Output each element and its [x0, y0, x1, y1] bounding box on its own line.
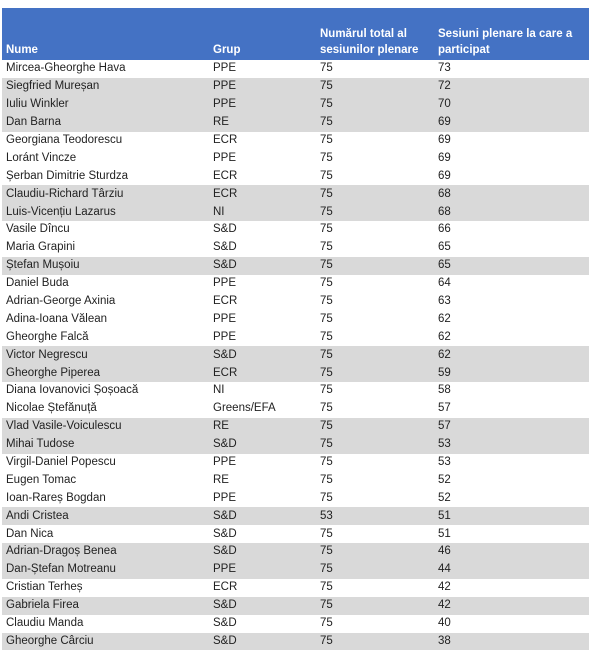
cell-attended[interactable]: 73 — [438, 62, 451, 75]
table-row[interactable] — [2, 364, 589, 382]
cell-name[interactable]: Nicolae Ștefănuță — [6, 402, 97, 415]
cell-name[interactable]: Vlad Vasile-Voiculescu — [6, 420, 122, 433]
cell-attended[interactable]: 51 — [438, 509, 451, 522]
cell-group[interactable]: PPE — [213, 277, 237, 290]
cell-attended[interactable]: 44 — [438, 563, 451, 576]
table-row[interactable] — [2, 418, 589, 436]
cell-group[interactable]: PPE — [213, 491, 237, 504]
cell-name[interactable]: Cristian Terheș — [6, 581, 83, 594]
cell-attended[interactable]: 65 — [438, 241, 451, 254]
cell-name[interactable]: Georgiana Teodorescu — [6, 134, 123, 146]
cell-group[interactable]: S&D — [213, 527, 237, 540]
cell-total[interactable]: 75 — [320, 134, 333, 146]
cell-total[interactable]: 75 — [320, 438, 333, 451]
cell-name[interactable]: Eugen Tomac — [6, 473, 77, 486]
table-row[interactable] — [2, 293, 589, 311]
cell-attended[interactable]: 42 — [438, 581, 451, 594]
cell-attended[interactable]: 68 — [438, 205, 451, 218]
cell-total[interactable]: 75 — [320, 277, 333, 290]
table-row[interactable] — [2, 310, 589, 328]
cell-group[interactable]: ECR — [213, 169, 238, 182]
cell-name[interactable]: Loránt Vincze — [6, 151, 77, 164]
cell-total[interactable]: 75 — [320, 295, 333, 308]
cell-name[interactable]: Dan Barna — [6, 116, 61, 129]
cell-attended[interactable]: 63 — [438, 295, 451, 308]
table-row[interactable] — [2, 60, 589, 78]
cell-group[interactable]: ECR — [213, 581, 238, 594]
cell-total[interactable]: 75 — [320, 169, 333, 182]
cell-name[interactable]: Ioan-Rareș Bogdan — [6, 491, 106, 504]
cell-attended[interactable]: 69 — [438, 151, 451, 164]
table-row[interactable] — [2, 257, 589, 275]
table-row[interactable] — [2, 96, 589, 114]
cell-attended[interactable]: 66 — [438, 223, 451, 236]
cell-group[interactable]: S&D — [213, 241, 237, 254]
cell-name[interactable]: Adrian-Dragoș Benea — [6, 545, 117, 558]
cell-total[interactable]: 75 — [320, 62, 333, 75]
cell-attended[interactable]: 64 — [438, 277, 451, 290]
cell-group[interactable]: ECR — [213, 366, 238, 379]
attendance-spreadsheet — [2, 8, 589, 650]
cell-total[interactable]: 75 — [320, 312, 333, 325]
table-row[interactable] — [2, 382, 589, 400]
cell-attended[interactable]: 72 — [438, 80, 451, 93]
table-row[interactable] — [2, 114, 589, 132]
cell-total[interactable]: 75 — [320, 223, 333, 236]
cell-total[interactable]: 75 — [320, 491, 333, 504]
cell-group[interactable]: S&D — [213, 617, 237, 630]
cell-total[interactable]: 75 — [320, 420, 333, 433]
cell-name[interactable]: Daniel Buda — [6, 277, 69, 290]
cell-name[interactable]: Gheorghe Falcă — [6, 330, 89, 343]
cell-attended[interactable]: 69 — [438, 134, 451, 146]
table-row[interactable] — [2, 185, 589, 203]
cell-total[interactable]: 75 — [320, 599, 333, 612]
cell-name[interactable]: Diana Iovanovici Șoșoacă — [6, 384, 139, 397]
header-total-sessions[interactable]: Numărul total al sesiunilor plenare — [320, 28, 419, 56]
cell-attended[interactable]: 62 — [438, 348, 451, 361]
table-row[interactable] — [2, 436, 589, 454]
cell-attended[interactable]: 68 — [438, 187, 451, 200]
cell-attended[interactable]: 62 — [438, 312, 451, 325]
cell-group[interactable]: NI — [213, 205, 225, 218]
table-row[interactable] — [2, 454, 589, 472]
cell-group[interactable]: S&D — [213, 348, 237, 361]
header-row — [2, 8, 589, 60]
table-row[interactable] — [2, 633, 589, 651]
cell-attended[interactable]: 58 — [438, 384, 451, 397]
cell-attended[interactable]: 57 — [438, 402, 451, 415]
table-row[interactable] — [2, 543, 589, 561]
cell-attended[interactable]: 46 — [438, 545, 451, 558]
cell-attended[interactable]: 57 — [438, 420, 451, 433]
cell-attended[interactable]: 65 — [438, 259, 451, 272]
cell-total[interactable]: 53 — [320, 509, 333, 522]
table-row[interactable] — [2, 167, 589, 185]
cell-name[interactable]: Șerban Dimitrie Sturdza — [6, 169, 129, 182]
table-row[interactable] — [2, 132, 589, 150]
table-row[interactable] — [2, 78, 589, 96]
cell-group[interactable]: PPE — [213, 312, 237, 325]
cell-group[interactable]: NI — [213, 384, 225, 397]
cell-total[interactable]: 75 — [320, 402, 333, 415]
cell-group[interactable]: ECR — [213, 295, 238, 308]
cell-group[interactable]: S&D — [213, 545, 237, 558]
cell-group[interactable]: S&D — [213, 223, 237, 236]
cell-name[interactable]: Maria Grapini — [6, 241, 76, 254]
cell-group[interactable]: S&D — [213, 259, 237, 272]
cell-name[interactable]: Dan Nica — [6, 527, 54, 540]
cell-total[interactable]: 75 — [320, 617, 333, 630]
cell-attended[interactable]: 69 — [438, 169, 451, 182]
cell-attended[interactable]: 62 — [438, 330, 451, 343]
cell-group[interactable]: S&D — [213, 634, 237, 647]
cell-total[interactable]: 75 — [320, 473, 333, 486]
attendance-table — [2, 8, 589, 650]
cell-attended[interactable]: 42 — [438, 599, 451, 612]
cell-group[interactable]: PPE — [213, 563, 237, 576]
cell-attended[interactable]: 40 — [438, 617, 451, 630]
table-row[interactable] — [2, 579, 589, 597]
cell-total[interactable]: 75 — [320, 80, 333, 93]
cell-name[interactable]: Gabriela Firea — [6, 599, 79, 612]
cell-name[interactable]: Siegfried Mureșan — [6, 80, 100, 93]
cell-total[interactable]: 75 — [320, 545, 333, 558]
table-row[interactable] — [2, 507, 589, 525]
cell-total[interactable]: 75 — [320, 116, 333, 129]
cell-group[interactable]: S&D — [213, 438, 237, 451]
cell-name[interactable]: Claudiu Manda — [6, 617, 84, 630]
table-row[interactable] — [2, 597, 589, 615]
cell-group[interactable]: PPE — [213, 456, 237, 469]
table-row[interactable] — [2, 239, 589, 257]
cell-total[interactable]: 75 — [320, 348, 333, 361]
cell-name[interactable]: Iuliu Winkler — [6, 98, 69, 111]
table-row[interactable] — [2, 275, 589, 293]
cell-total[interactable]: 75 — [320, 205, 333, 218]
cell-total[interactable]: 75 — [320, 241, 333, 254]
header-attended-sessions[interactable]: Sesiuni plenare la care a participat — [438, 28, 573, 56]
cell-group[interactable]: ECR — [213, 187, 238, 200]
cell-total[interactable]: 75 — [320, 563, 333, 576]
cell-total[interactable]: 75 — [320, 456, 333, 469]
cell-attended[interactable]: 53 — [438, 438, 451, 451]
cell-name[interactable]: Adrian-George Axinia — [6, 295, 116, 308]
table-row[interactable] — [2, 328, 589, 346]
cell-attended[interactable]: 70 — [438, 98, 451, 111]
cell-group[interactable]: PPE — [213, 80, 237, 93]
cell-attended[interactable]: 52 — [438, 491, 451, 504]
cell-attended[interactable]: 53 — [438, 456, 451, 469]
table-row[interactable] — [2, 346, 589, 364]
cell-name[interactable]: Luis-Vicențiu Lazarus — [6, 205, 116, 218]
cell-name[interactable]: Adina-Ioana Vălean — [6, 312, 108, 325]
cell-total[interactable]: 75 — [320, 581, 333, 594]
cell-group[interactable]: Greens/EFA — [213, 402, 276, 415]
cell-total[interactable]: 75 — [320, 187, 333, 200]
cell-attended[interactable]: 69 — [438, 116, 451, 129]
header-name[interactable]: Nume — [6, 44, 38, 56]
table-row[interactable] — [2, 400, 589, 418]
cell-name[interactable]: Andi Cristea — [6, 509, 69, 522]
cell-attended[interactable]: 59 — [438, 366, 451, 379]
table-row[interactable] — [2, 561, 589, 579]
table-body — [2, 60, 589, 650]
cell-total[interactable]: 75 — [320, 634, 333, 647]
cell-name[interactable]: Claudiu-Richard Târziu — [6, 187, 124, 200]
cell-attended[interactable]: 38 — [438, 634, 451, 647]
cell-attended[interactable]: 52 — [438, 473, 451, 486]
cell-name[interactable]: Mircea-Gheorghe Hava — [6, 62, 126, 75]
cell-group[interactable]: PPE — [213, 62, 237, 75]
cell-group[interactable]: PPE — [213, 98, 237, 111]
cell-name[interactable]: Virgil-Daniel Popescu — [6, 456, 116, 469]
cell-name[interactable]: Mihai Tudose — [6, 438, 75, 451]
table-row[interactable] — [2, 525, 589, 543]
cell-total[interactable]: 75 — [320, 259, 333, 272]
table-row[interactable] — [2, 489, 589, 507]
cell-group[interactable]: S&D — [213, 509, 237, 522]
cell-name[interactable]: Gheorghe Cârciu — [6, 634, 94, 647]
cell-group[interactable]: PPE — [213, 330, 237, 343]
cell-group[interactable]: ECR — [213, 134, 238, 146]
cell-total[interactable]: 75 — [320, 98, 333, 111]
cell-name[interactable]: Victor Negrescu — [6, 348, 88, 361]
cell-total[interactable]: 75 — [320, 384, 333, 397]
cell-name[interactable]: Gheorghe Piperea — [6, 366, 100, 379]
table-row[interactable] — [2, 203, 589, 221]
table-row[interactable] — [2, 149, 589, 167]
cell-total[interactable]: 75 — [320, 330, 333, 343]
cell-total[interactable]: 75 — [320, 366, 333, 379]
cell-total[interactable]: 75 — [320, 151, 333, 164]
cell-total[interactable]: 75 — [320, 527, 333, 540]
table-row[interactable] — [2, 221, 589, 239]
cell-group[interactable]: RE — [213, 420, 229, 433]
cell-group[interactable]: RE — [213, 473, 229, 486]
cell-name[interactable]: Ștefan Mușoiu — [6, 259, 80, 272]
cell-name[interactable]: Vasile Dîncu — [6, 223, 70, 236]
cell-group[interactable]: S&D — [213, 599, 237, 612]
table-row[interactable] — [2, 615, 589, 633]
table-row[interactable] — [2, 471, 589, 489]
header-group[interactable]: Grup — [213, 44, 241, 56]
cell-attended[interactable]: 51 — [438, 527, 451, 540]
cell-group[interactable]: RE — [213, 116, 229, 129]
cell-group[interactable]: PPE — [213, 151, 237, 164]
cell-name[interactable]: Dan-Ștefan Motreanu — [6, 563, 116, 576]
